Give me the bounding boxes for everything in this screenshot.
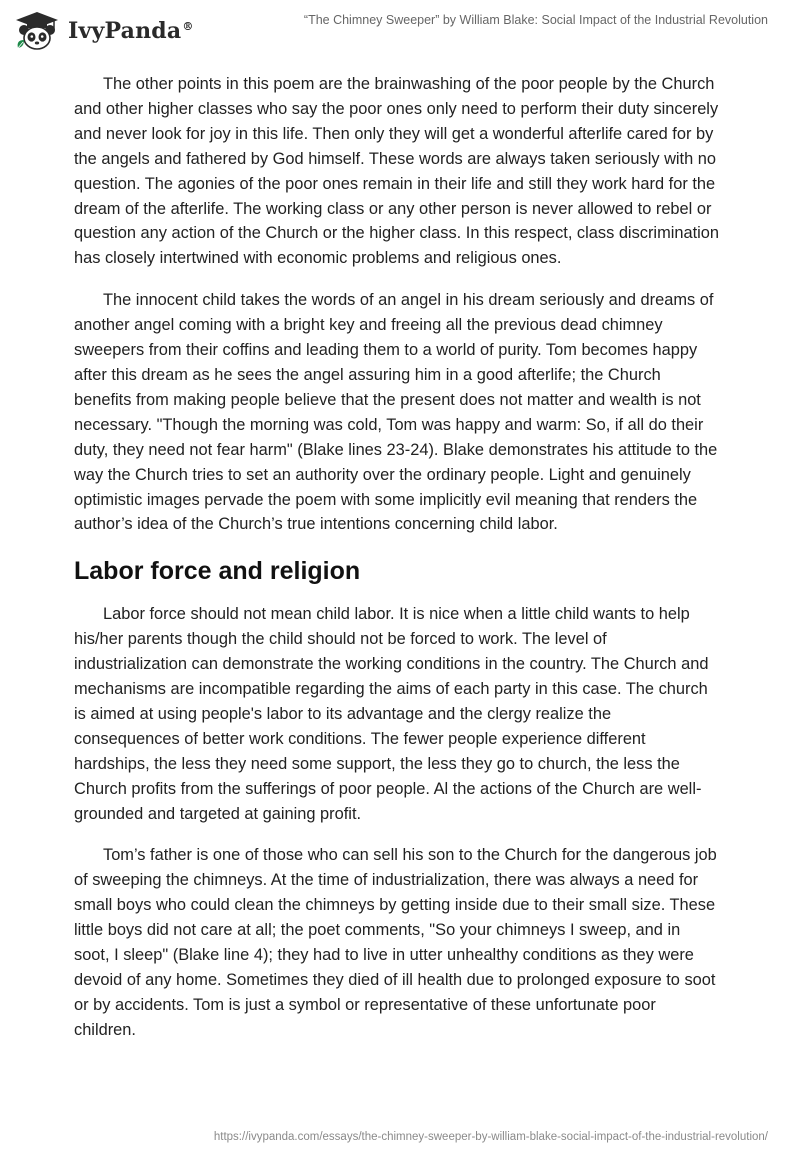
section-heading: Labor force and religion	[74, 557, 361, 586]
source-url[interactable]: https://ivypanda.com/essays/the-chimney-sweeper-by-william-blake-social-impact-of-the-industrial-revolution/	[213, 1131, 768, 1143]
ivypanda-logo[interactable]	[14, 10, 194, 52]
paragraph-2: The innocent child takes the words of an angel in his dream seriously and dreams of another angel coming with a bright key and freeing all the previous dead chimney sweepers from their coffins and leading them to a world of purity. Tom becomes happy after this dream as he sees the angel assuring him in a good afterlife; the Church benefits from making people believe that the present does not matter and wealth is not necessary. "Though the morning was cold, Tom was happy and warm: So, if all do their duty, they need not fear harm" (Blake lines 23-24). Blake demonstrates his attitude to the way the Church tries to set an authority over the ordinary people. Light and genuinely optimistic images pervade the poem with some implicitly evil meaning that renders the author’s idea of the Church’s true intentions concerning child labor.	[74, 291, 718, 534]
paragraph-4: Tom’s father is one of those who can sell his son to the Church for the dangerous job of sweeping the chimneys. At the time of industrialization, there was always a need for small boys who could clean the chimneys by getting inside due to their small size. These little boys did not care at all; the poet comments, "So your chimneys I sweep, and in soot, I sleep" (Blake line 4); they had to live in utter unhealthy conditions as they were devoid of any home. Sometimes they died of ill health due to prolonged exposure to soot or by accidents. Tom is just a symbol or representative of these unfortunate poor children.	[74, 846, 717, 1039]
page-header	[0, 0, 800, 62]
brand-name: IvyPanda®	[68, 18, 194, 44]
document-title: “The Chimney Sweeper” by William Blake: Social Impact of the Industrial Revolution	[303, 13, 768, 27]
panda-graduate-icon	[14, 10, 60, 52]
essay-body	[74, 72, 720, 1060]
paragraph-1: The other points in this poem are the brainwashing of the poor people by the Church and other higher classes who say the poor ones only need to perform their duty sincerely and never look for joy in this life. Then only they will get a wonderful afterlife cared for by the angels and fathered by God himself. These words are always taken seriously with no question. The agonies of the poor ones remain in their life and still they work hard for the dream of the afterlife. The working class or any other person is never allowed to rebel or question any action of the Church or the higher class. In this respect, class discrimination has closely intertwined with economic problems and religious ones.	[74, 75, 720, 268]
registered-mark: ®	[182, 19, 194, 33]
paragraph-3: Labor force should not mean child labor. It is nice when a little child wants to help his/her parents though the child should not be forced to work. The level of industrialization can demonstrate the working conditions in the country. The Church and mechanisms are incompatible regarding the aims of each party in this case. The church is aimed at using people's labor to its advantage and the clergy realize the consequences of better work conditions. The fewer people experience different hardships, the less they need some support, the less they go to church, the less the Church profits from the sufferings of poor people. Al the actions of the Church are well-grounded and targeted at gaining profit.	[74, 605, 709, 823]
